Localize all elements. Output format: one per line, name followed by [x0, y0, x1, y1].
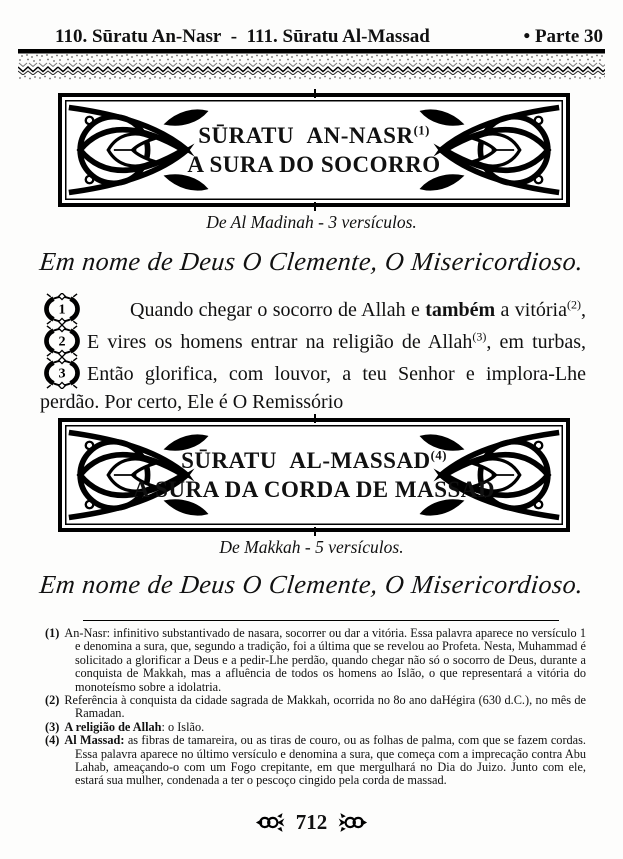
- part-label: • Parte 30: [523, 26, 603, 47]
- sura-origin: De Al Madinah - 3 versículos.: [206, 212, 417, 232]
- footnote: [45, 721, 586, 734]
- sura-subtitle: A SURA DA CORDA DE MASSAD: [132, 477, 496, 502]
- verse-text: E vires os homens entrar na religião de Allah: [87, 331, 473, 353]
- arabesque-ornament-left: [67, 102, 217, 198]
- footnote-number: (2): [45, 693, 60, 708]
- footnote-number: (3): [45, 719, 60, 734]
- footnote-text: : o Islão.: [161, 719, 205, 734]
- verse-number-cartouche: [40, 325, 84, 357]
- basmala-line: Em nome de Deus O Clemente, O Misericordioso.: [38, 247, 585, 276]
- verse-number: 1: [58, 301, 66, 318]
- footnotes-block: [45, 627, 586, 788]
- running-title: 110. Sūratu An-Nasr - 111. Sūratu Al-Massad: [55, 26, 430, 47]
- arabesque-ornament-right: [411, 427, 561, 523]
- page-number-row: [0, 810, 623, 835]
- sura-title: [198, 121, 430, 150]
- frame-tick-top: [314, 414, 316, 423]
- verse-number: 3: [58, 365, 66, 382]
- verse-number-cartouche: [40, 357, 84, 389]
- verse-text: Quando chegar o socorro de Allah e: [130, 299, 426, 321]
- footnote-text: as fibras de tamareira, ou as tiras de couro, ou as folhas de palma, com que se fazem cordas. Essa palavra aparece no último versículo e denomina a sura, que começa com a imprecação contra Abu Lahab, ameaçando-o com um Fogo crepitante, em que mergulhará no Dia do Juizo. Junto com ele, estará sua mulher, condenada a ter o pescoço cingido pela corda de massad.: [75, 733, 586, 788]
- sura-title-footnote-ref: (4): [430, 448, 447, 463]
- frame-tick-bottom: [314, 202, 316, 211]
- frame-tick-top: [314, 89, 316, 98]
- footnote-ref: (2): [567, 297, 581, 312]
- arabesque-ornament-right: [411, 102, 561, 198]
- sura-an-nasr-frame: [58, 93, 570, 207]
- fleuron-right-icon: [336, 812, 368, 833]
- footnote: [45, 694, 586, 721]
- sura-title-footnote-ref: (1): [413, 123, 430, 138]
- verse-text-bold: também: [425, 299, 496, 321]
- sura-origin: De Makkah - 5 versículos.: [219, 537, 404, 557]
- verse-paragraph: [40, 293, 586, 417]
- verse-number-cartouche: [40, 293, 84, 325]
- footnote-lead: A religião de Allah: [64, 719, 162, 734]
- lace-border-ornament: [18, 49, 605, 80]
- sura-al-massad-frame: [58, 418, 570, 532]
- sura-title-text: SŪRATU AN-NASR: [198, 123, 414, 148]
- arabesque-ornament-left: [67, 427, 217, 523]
- verse-text: Então glorifica, com louvor, a teu Senhor e implora-Lhe perdão. Por certo, Ele é O Remissório: [40, 363, 586, 413]
- verse-text: , em turbas,: [486, 331, 586, 353]
- page-number: 712: [295, 810, 328, 834]
- basmala-line: Em nome de Deus O Clemente, O Misericordioso.: [38, 570, 585, 599]
- footnote-ref: (3): [472, 329, 487, 344]
- fleuron-left-icon: [255, 812, 287, 833]
- verse-text: ,: [581, 299, 586, 321]
- footnote-number: (1): [45, 626, 60, 640]
- frame-tick-bottom: [314, 527, 316, 536]
- footnote-lead: Al Massad:: [64, 733, 125, 748]
- sura-title-text: SŪRATU AL-MASSAD: [181, 448, 431, 473]
- footnote-separator: [83, 620, 559, 621]
- sura-subtitle: A SURA DO SOCORRO: [187, 152, 441, 177]
- footnote: [45, 734, 586, 788]
- footnote-text: An-Nasr: infinitivo substantivado de nasara, socorrer ou dar a vitória. Essa palavra aparece no versículo 1 e denomina a sura, que, segundo a tradição, foi a última que se revelou ao Profeta. Nesta, Muhammad é solicitado a glorificar a Deus e a pedir-Lhe perdão, quando chegar não só o socorro de Deus, durante a conquista de Makkah, mas a afluência de todos os homens ao Islão, o que representará a vitória do monoteísmo sobre a idolatria.: [64, 626, 586, 694]
- page-header: [18, 26, 605, 48]
- verse-number: 2: [58, 333, 66, 350]
- footnote: [45, 627, 586, 694]
- footnote-number: (4): [45, 733, 60, 748]
- footnote-text: Referência à conquista da cidade sagrada de Makkah, ocorrida no 8o ano daHégira (630 d.C.), no mês de Ramadan.: [64, 693, 586, 721]
- sura-title: [181, 446, 447, 475]
- verse-text: a vitória: [495, 299, 567, 321]
